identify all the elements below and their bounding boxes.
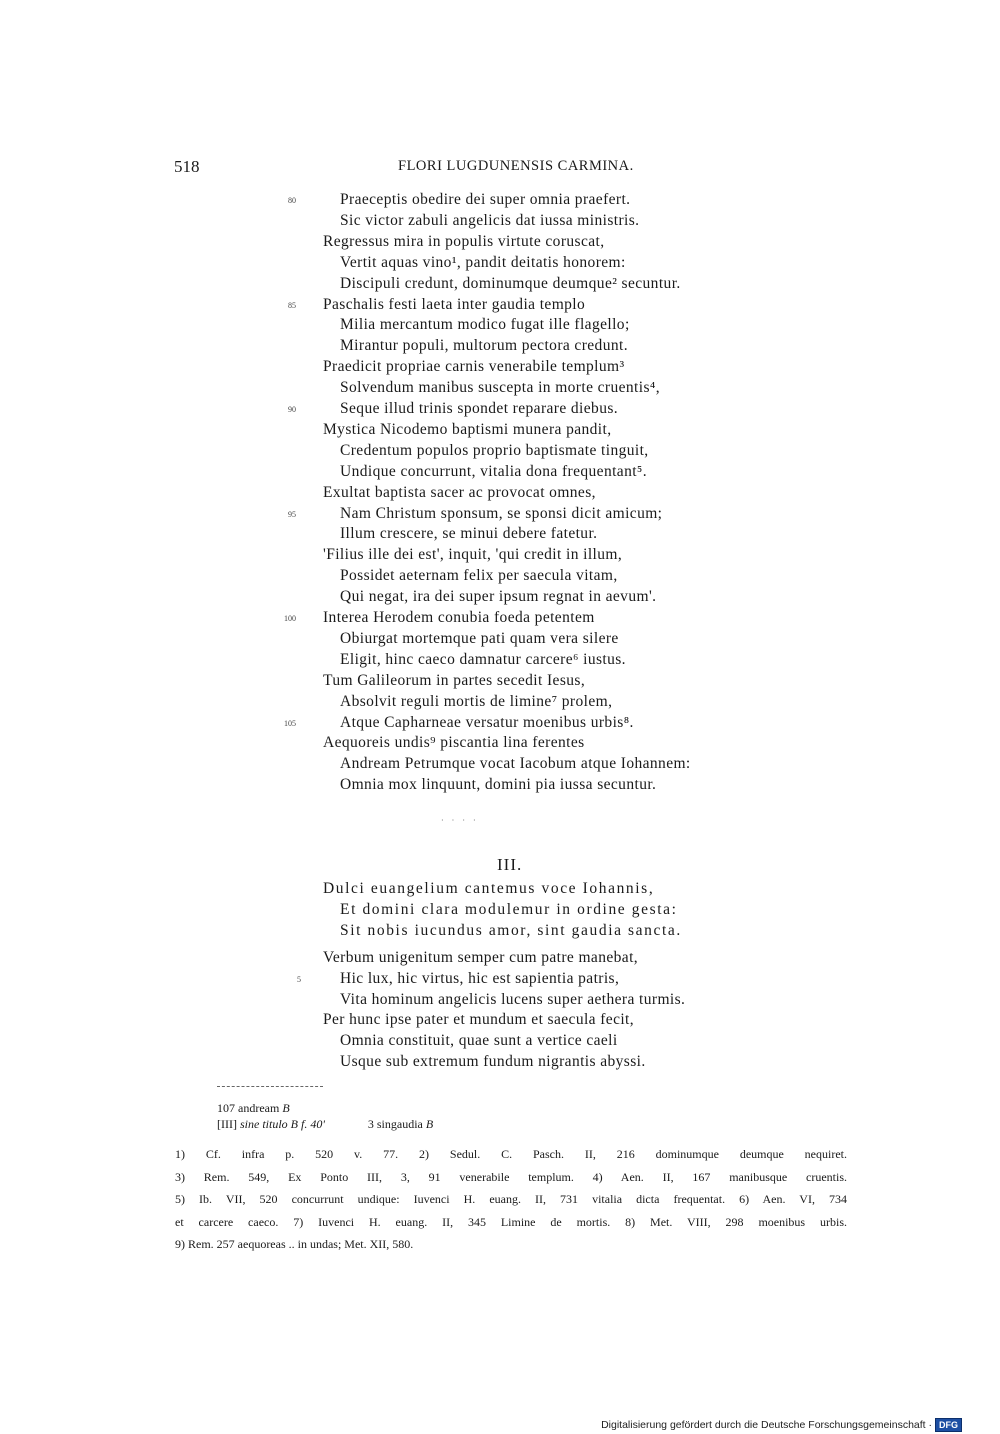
page-number: 518 <box>174 157 200 176</box>
verse-line: Exultat baptista sacer ac provocat omnes, <box>323 483 596 501</box>
verse-line: Undique concurrunt, vitalia dona frequentant⁵. <box>340 462 648 480</box>
digitization-credit <box>601 1418 962 1432</box>
verse-line: Discipuli credunt, dominumque deumque² secuntur. <box>340 274 681 292</box>
verse-line: Mystica Nicodemo baptismi munera pandit, <box>323 420 612 438</box>
verse-line: Hic lux, hic virtus, hic est sapientia patris, <box>340 969 620 987</box>
verse-line: Praedicit propriae carnis venerabile templum³ <box>323 358 625 376</box>
footnote-rule <box>217 1086 323 1087</box>
apparatus-note: sine titulo B f. 40' <box>239 1117 325 1131</box>
verse-line: Possidet aeternam felix per saecula vitam, <box>340 567 618 585</box>
verse-line: Dulci euangelium cantemus voce Iohannis, <box>323 880 655 897</box>
line-number: 90 <box>288 405 296 414</box>
verse-line: Obiurgat mortemque pati quam vera silere <box>340 629 619 647</box>
apparatus-line-number: 3 <box>367 1117 374 1131</box>
verse-line: Omnia mox linquunt, domini pia iussa secuntur. <box>340 776 657 794</box>
apparatus-reading: andream <box>238 1101 280 1115</box>
verse-line: Seque illud trinis spondet reparare diebus. <box>340 400 619 417</box>
footnote-line: et carcere caeco. 7) Iuvenci H. euang. II, 345 Limine de mortis. 8) Met. VIII, 298 moenibus urbis. <box>175 1214 847 1229</box>
verse-line: Vertit aquas vino¹, pandit deitatis honorem: <box>340 253 626 271</box>
verse-line: Interea Herodem conubia foeda petentem <box>323 609 595 626</box>
verse-line: Credentum populos proprio baptismate tinguit, <box>340 441 649 459</box>
verse-line: Nam Christum sponsum, se sponsi dicit amicum; <box>340 504 663 522</box>
verse-line: Vita hominum angelicis lucens super aethera turmis. <box>340 990 686 1008</box>
verse-line: Illum crescere, se minui debere fatetur. <box>340 525 598 543</box>
verse-line: Et domini clara modulemur in ordine gesta: <box>340 900 678 918</box>
footnote-line: 3) Rem. 549, Ex Ponto III, 3, 91 venerabile templum. 4) Aen. II, 167 manibusque cruentis. <box>175 1169 847 1184</box>
line-number: 80 <box>288 196 296 205</box>
line-number: 100 <box>284 614 296 623</box>
verse-line: Tum Galileorum in partes secedit Iesus, <box>323 671 586 689</box>
line-number: 105 <box>284 718 296 728</box>
dfg-logo: DFG <box>935 1418 962 1432</box>
running-title: FLORI LUGDUNENSIS CARMINA. <box>398 158 634 174</box>
line-number: 85 <box>288 300 296 310</box>
apparatus-siglum: B <box>282 1101 290 1115</box>
apparatus-line-1 <box>217 1101 290 1116</box>
apparatus-line-2 <box>217 1117 433 1132</box>
verse-line: Per hunc ipse pater et mundum et saecula fecit, <box>323 1011 635 1029</box>
apparatus-bracket: [III] <box>217 1117 237 1131</box>
verse-line: Aequoreis undis⁹ piscantia lina ferentes <box>323 734 585 752</box>
verse-line: Omnia constituit, quae sunt a vertice caeli <box>340 1032 618 1050</box>
verse-line: Solvendum manibus suscepta in morte cruentis⁴, <box>340 379 660 397</box>
section-heading: III. <box>497 855 523 874</box>
verse-line: Sit nobis iucundus amor, sint gaudia sancta. <box>340 921 682 939</box>
verse-line: Absolvit reguli mortis de limine⁷ prolem, <box>340 692 613 710</box>
verse-line: 'Filius ille dei est', inquit, 'qui credit in illum, <box>323 546 623 564</box>
line-number: 95 <box>288 509 296 519</box>
verse-line: Paschalis festi laeta inter gaudia templo <box>323 295 586 313</box>
footnote-line: 9) Rem. 257 aequoreas .. in undas; Met. XII, 580. <box>175 1237 414 1251</box>
apparatus-siglum: B <box>425 1117 434 1131</box>
verse-line: Eligit, hinc caeco damnatur carcere⁶ iustus. <box>340 650 626 668</box>
verse-line: Regressus mira in populis virtute coruscat, <box>323 232 605 250</box>
verse-line: Sic victor zabuli angelicis dat iussa ministris. <box>340 211 640 229</box>
line-number: 5 <box>297 974 301 984</box>
verse-line: Praeceptis obedire dei super omnia praefert. <box>340 191 631 208</box>
credit-text: Digitalisierung gefördert durch die Deutsche Forschungsgemeinschaft · <box>601 1419 932 1431</box>
apparatus-reading: singaudia <box>376 1117 423 1131</box>
footnote-line: 5) Ib. VII, 520 concurrunt undique: Iuvenci H. euang. II, 731 vitalia dicta frequentat. 6) Aen. VI, 734 <box>175 1192 847 1206</box>
verse-line: Mirantur populi, multorum pectora credunt. <box>340 337 628 355</box>
section-separator: · · · · <box>441 816 479 825</box>
verse-line: Milia mercantum modico fugat ille flagello; <box>340 316 630 334</box>
verse-line: Atque Capharneae versatur moenibus urbis⁸. <box>340 713 634 731</box>
verse-line: Qui negat, ira dei super ipsum regnat in aevum'. <box>340 588 657 606</box>
apparatus-line-number: 107 <box>217 1101 235 1115</box>
footnote-line: 1) Cf. infra p. 520 v. 77. 2) Sedul. C. Pasch. II, 216 dominumque deumque nequiret. <box>175 1147 847 1161</box>
verse-line: Andream Petrumque vocat Iacobum atque Iohannem: <box>340 755 691 773</box>
verse-line: Usque sub extremum fundum nigrantis abyssi. <box>340 1053 646 1071</box>
verse-line: Verbum unigenitum semper cum patre manebat, <box>323 948 639 966</box>
